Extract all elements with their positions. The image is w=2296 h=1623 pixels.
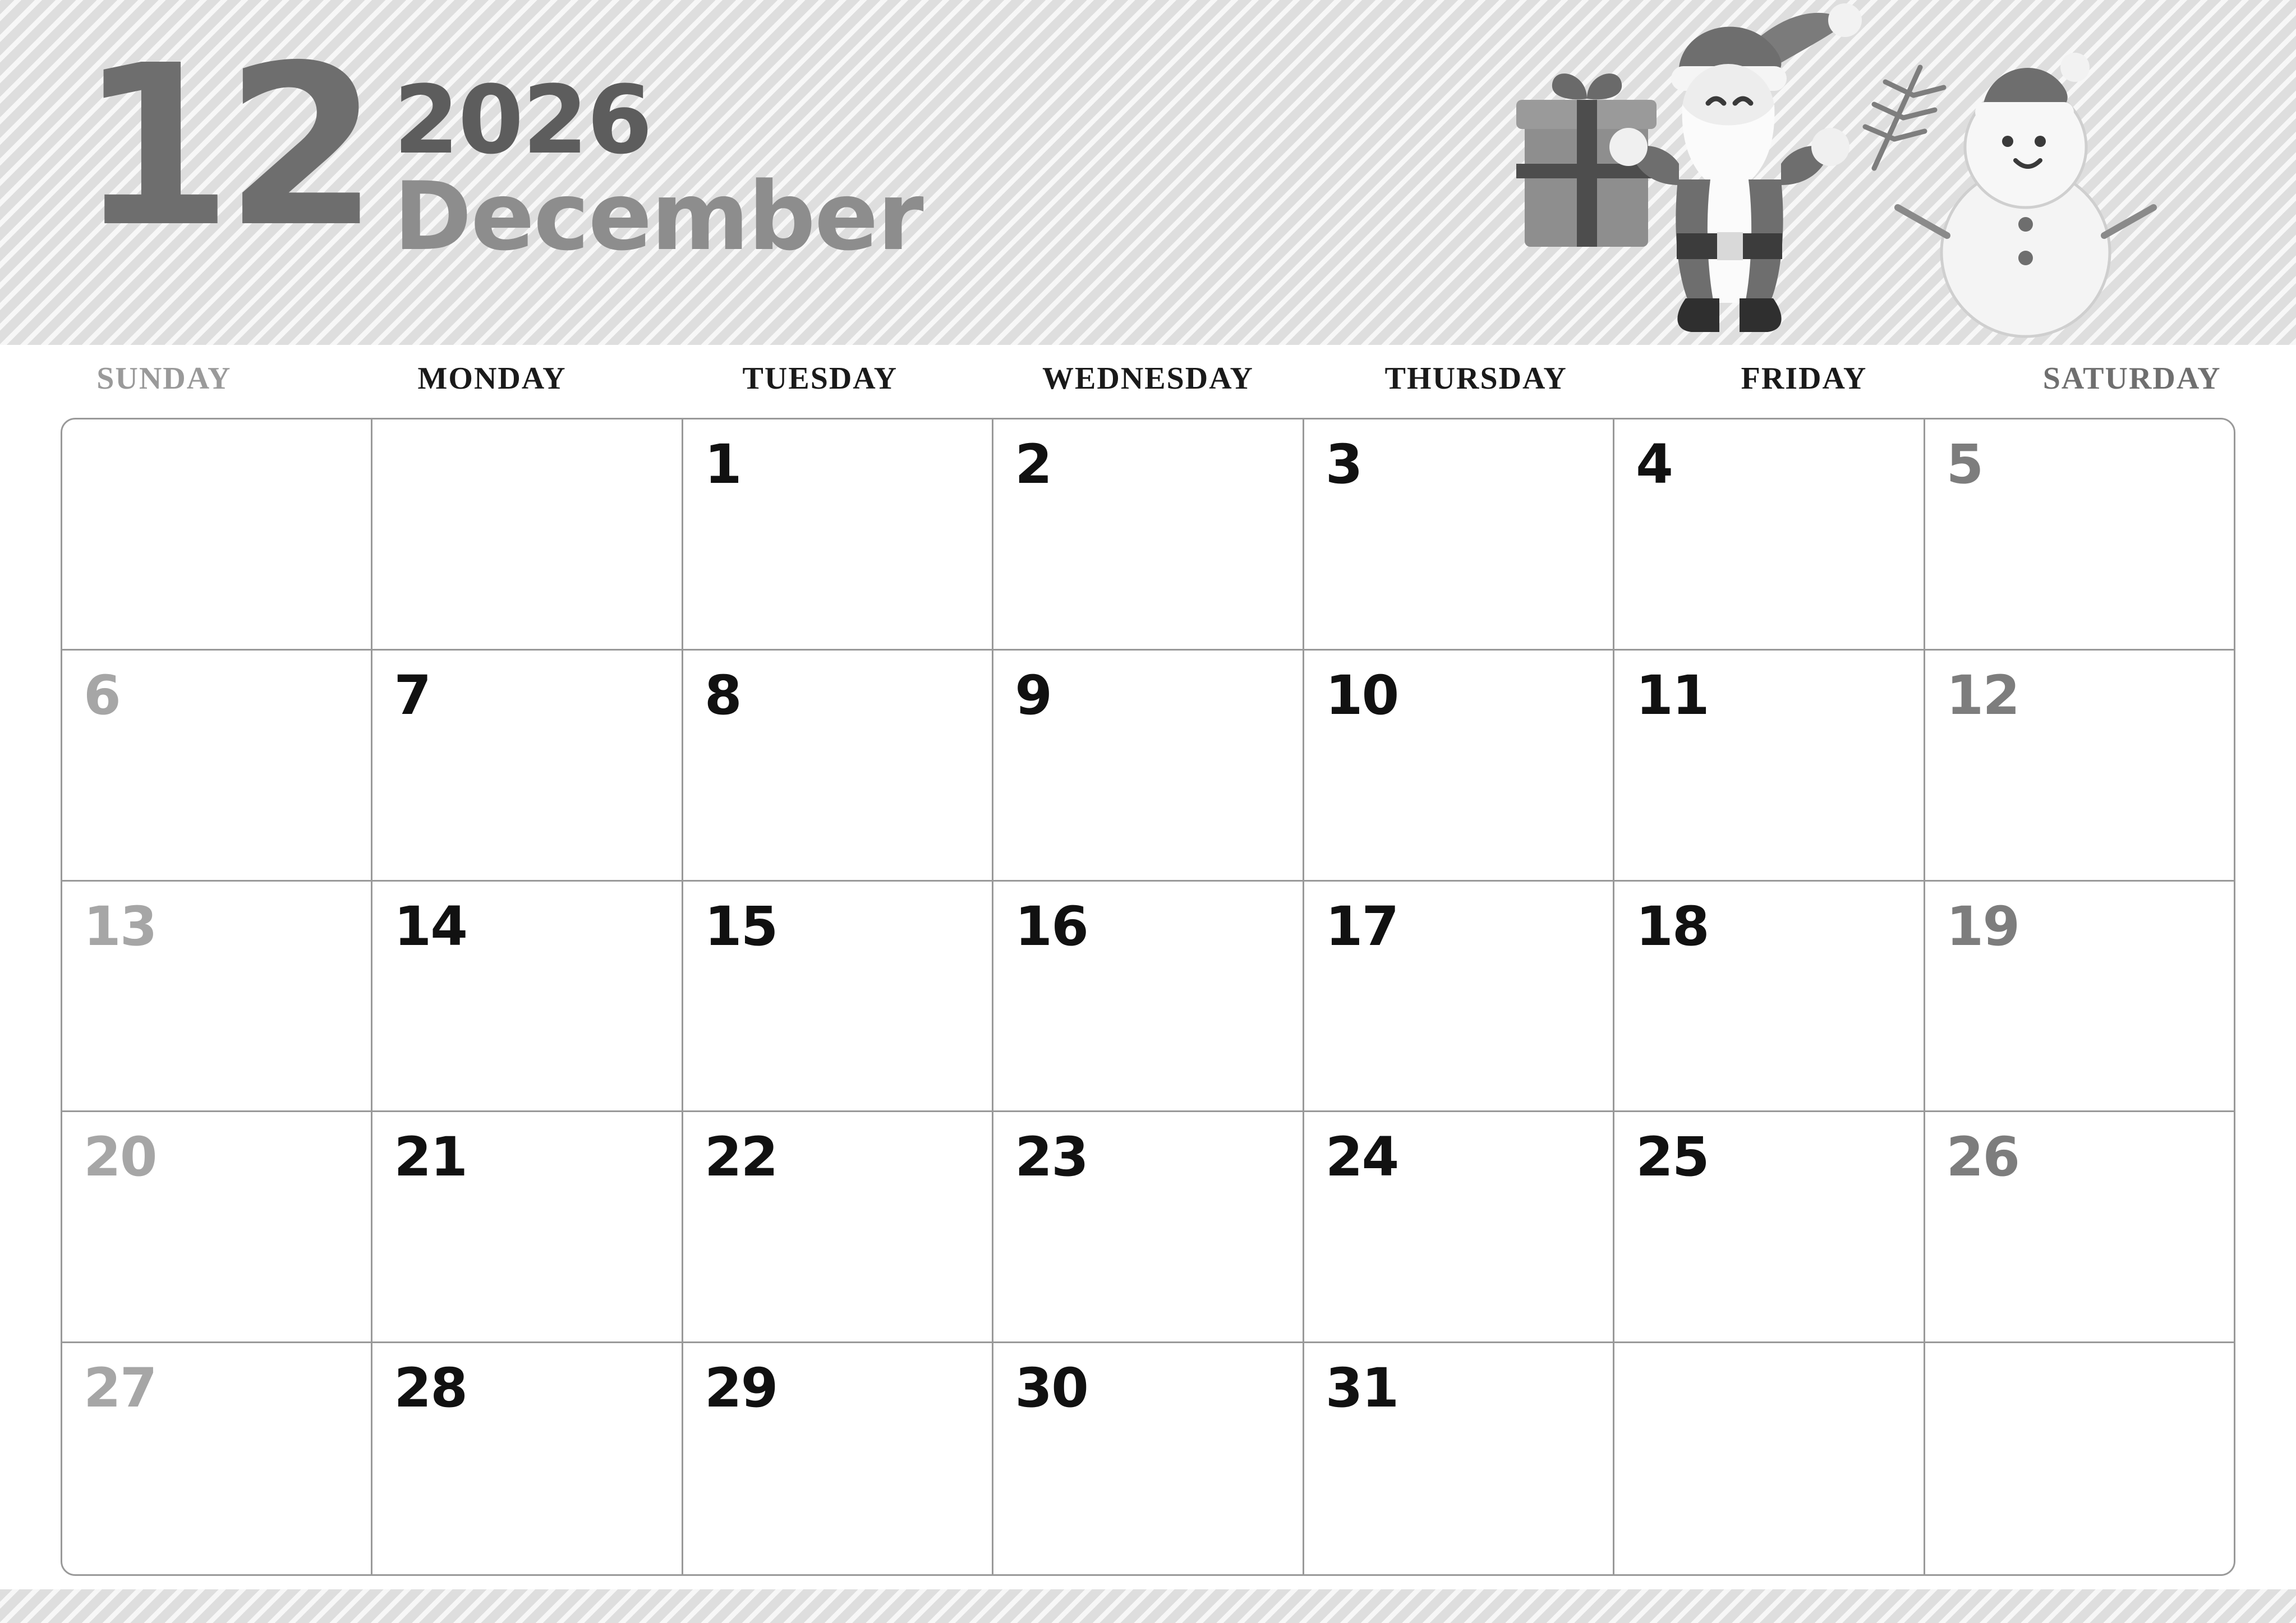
day-number: 28 xyxy=(394,1357,467,1420)
day-number: 19 xyxy=(1946,895,2019,958)
day-cell[interactable] xyxy=(1304,1112,1614,1341)
day-number: 14 xyxy=(394,895,467,958)
snowman-illustration xyxy=(1865,53,2154,336)
day-number: 5 xyxy=(1946,433,1983,496)
day-cell[interactable] xyxy=(1304,419,1614,649)
day-number: 26 xyxy=(1946,1126,2019,1189)
day-number: 10 xyxy=(1325,663,1398,727)
day-cell[interactable] xyxy=(372,1343,683,1574)
weekday-header-tuesday: TUESDAY xyxy=(742,361,898,396)
day-cell[interactable] xyxy=(1614,1343,1925,1574)
day-cell[interactable] xyxy=(1304,651,1614,880)
day-number: 15 xyxy=(704,895,777,958)
weekday-header-monday: MONDAY xyxy=(417,361,567,396)
day-number: 27 xyxy=(84,1357,157,1420)
day-number: 20 xyxy=(84,1126,157,1189)
day-cell[interactable] xyxy=(1614,419,1925,649)
day-number: 17 xyxy=(1325,895,1398,958)
calendar-title-group xyxy=(79,18,923,276)
weekday-header-wednesday: WEDNESDAY xyxy=(1042,361,1254,396)
calendar-week-row xyxy=(62,1343,2234,1574)
day-cell[interactable] xyxy=(372,1112,683,1341)
day-number: 21 xyxy=(394,1126,467,1189)
day-number: 8 xyxy=(704,663,741,727)
day-number: 13 xyxy=(84,895,157,958)
day-cell[interactable] xyxy=(993,1343,1304,1574)
day-number: 16 xyxy=(1015,895,1088,958)
day-cell[interactable] xyxy=(993,1112,1304,1341)
day-cell[interactable] xyxy=(62,1343,372,1574)
day-cell[interactable] xyxy=(993,419,1304,649)
holiday-illustration-group xyxy=(1511,0,2296,345)
day-number: 1 xyxy=(704,433,741,496)
weekday-header-friday: FRIDAY xyxy=(1741,361,1867,396)
day-cell[interactable] xyxy=(372,882,683,1111)
weekday-header-row xyxy=(0,345,2296,412)
day-cell[interactable] xyxy=(1304,882,1614,1111)
day-number: 31 xyxy=(1325,1357,1398,1420)
day-cell[interactable] xyxy=(993,651,1304,880)
day-cell[interactable] xyxy=(62,419,372,649)
title-text-stack xyxy=(393,65,923,271)
calendar-week-row xyxy=(62,419,2234,651)
day-number: 23 xyxy=(1015,1126,1088,1189)
month-number: 12 xyxy=(79,18,371,276)
day-number: 18 xyxy=(1636,895,1709,958)
weekday-header-saturday: SATURDAY xyxy=(2042,361,2221,396)
day-cell[interactable] xyxy=(1925,1112,2234,1341)
day-cell[interactable] xyxy=(372,419,683,649)
day-number: 25 xyxy=(1636,1126,1709,1189)
calendar-week-row xyxy=(62,882,2234,1113)
day-cell[interactable] xyxy=(683,882,993,1111)
day-cell[interactable] xyxy=(1925,1343,2234,1574)
day-number: 2 xyxy=(1015,433,1052,496)
calendar-week-row xyxy=(62,651,2234,882)
day-cell[interactable] xyxy=(683,419,993,649)
day-number: 24 xyxy=(1325,1126,1398,1189)
day-cell[interactable] xyxy=(683,1112,993,1341)
year-label: 2026 xyxy=(393,65,652,175)
santa-claus-illustration xyxy=(1609,3,1862,332)
day-number: 6 xyxy=(84,663,120,727)
month-name-label: December xyxy=(393,162,923,271)
day-cell[interactable] xyxy=(62,1112,372,1341)
day-cell[interactable] xyxy=(993,882,1304,1111)
day-number: 22 xyxy=(704,1126,777,1189)
day-number: 7 xyxy=(394,663,431,727)
day-cell[interactable] xyxy=(62,651,372,880)
day-cell[interactable] xyxy=(683,651,993,880)
calendar-header-band xyxy=(0,0,2296,345)
day-cell[interactable] xyxy=(62,882,372,1111)
day-cell[interactable] xyxy=(1614,882,1925,1111)
day-cell[interactable] xyxy=(683,1343,993,1574)
day-cell[interactable] xyxy=(1614,651,1925,880)
day-cell[interactable] xyxy=(1925,882,2234,1111)
weekday-header-sunday: SUNDAY xyxy=(96,361,232,396)
day-cell[interactable] xyxy=(1925,651,2234,880)
day-number: 30 xyxy=(1015,1357,1088,1420)
day-number: 4 xyxy=(1636,433,1672,496)
calendar-week-row xyxy=(62,1112,2234,1343)
day-number: 11 xyxy=(1636,663,1709,727)
calendar-grid xyxy=(61,418,2235,1576)
day-cell[interactable] xyxy=(1925,419,2234,649)
day-cell[interactable] xyxy=(1614,1112,1925,1341)
calendar-footer-band xyxy=(0,1589,2296,1623)
day-cell[interactable] xyxy=(372,651,683,880)
day-number: 9 xyxy=(1015,663,1052,727)
weekday-header-thursday: THURSDAY xyxy=(1384,361,1567,396)
day-number: 29 xyxy=(704,1357,777,1420)
day-cell[interactable] xyxy=(1304,1343,1614,1574)
day-number: 12 xyxy=(1946,663,2019,727)
day-number: 3 xyxy=(1325,433,1362,496)
